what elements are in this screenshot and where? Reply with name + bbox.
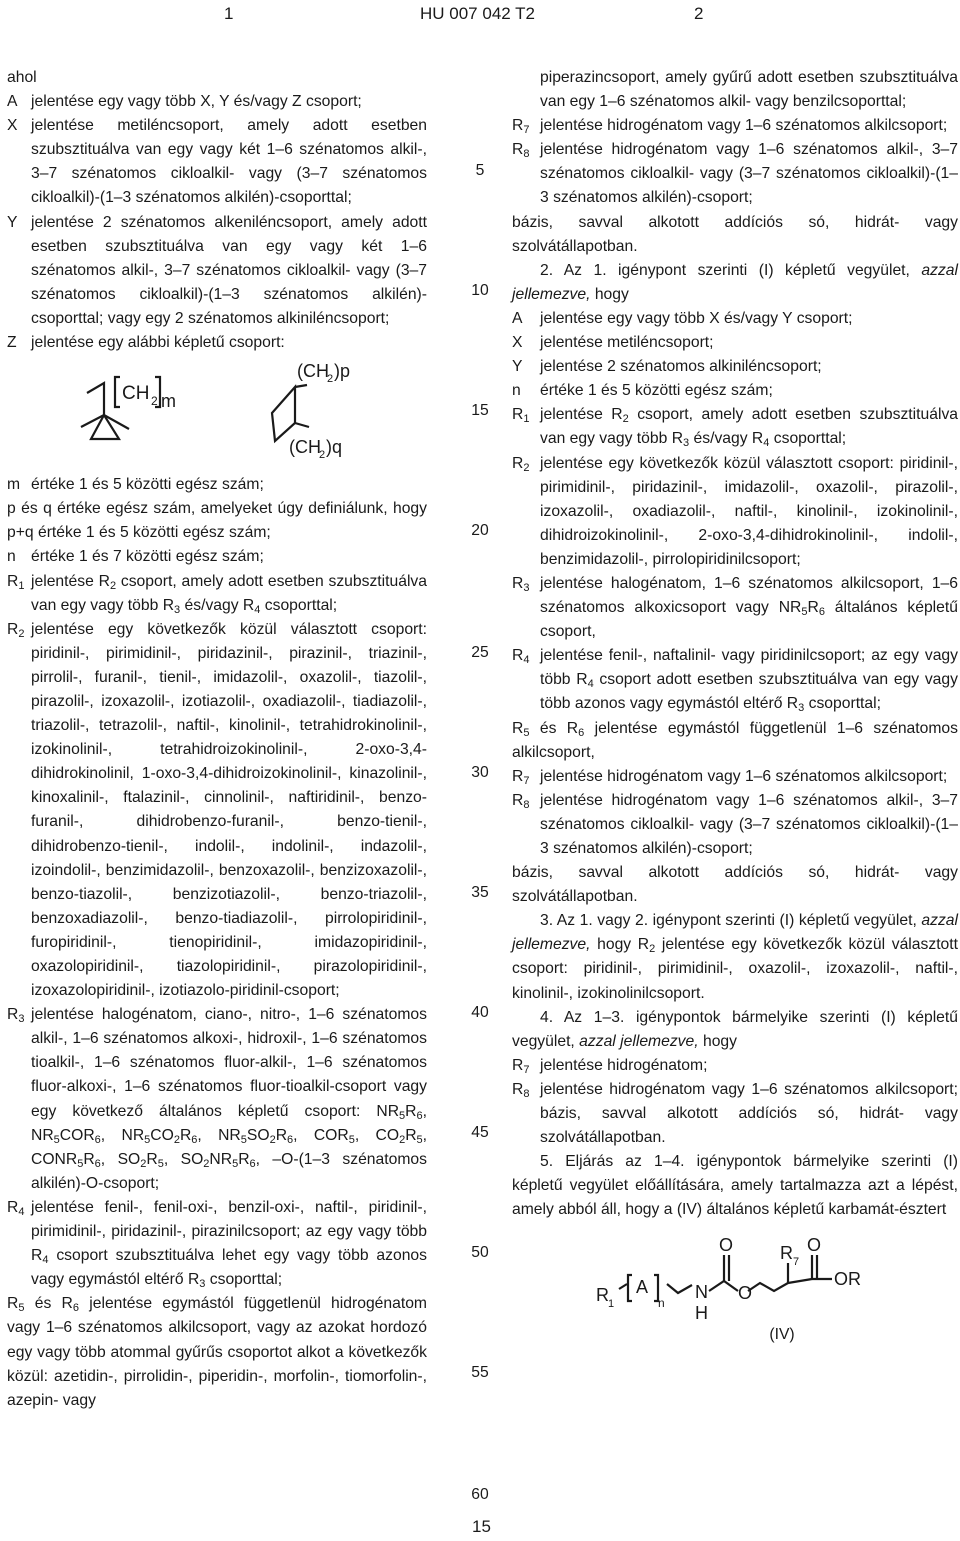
claim2-definition-r4: $R_4$ jelentése fenil-, naftalinil- vagy piridinilcsoport; az egy vagy több $R_4$ csoport adott esetben szubsztituálva van egy vagy több azonos vagy egymástól eltérő $R_3$ csoporttal; [512,647,958,715]
nh-h-label: H [695,1302,708,1323]
line-number: 45 [471,1124,489,1141]
ch2q-label: (CH [289,437,321,458]
structure-figure [7,355,427,473]
carbamate-structure [512,1223,958,1341]
ch2-subscript: 2 [151,394,158,409]
carbonyl-o-label: O [719,1234,734,1255]
page-number-left: 1 [224,4,234,23]
ch2-label: CH [122,383,150,405]
line-number: 5 [475,162,485,179]
definition-r3: $R_3$ jelentése halogénatom, ciano-, nitro-, 1–6 szénatomos alkil-, 1–6 szénatomos alkoxi-, hidroxil-, 1–6 szénatomos tioalkil-, 1–6 szénatomos fluor-alkil-, 1–6 szénatomos fluor-alkoxi-, 1–6 szénatomos fluor-tioalkil-csoport vagy egy következő általános képletű csoport: $NR_5R_6$, $NR_5COR_6$, $NR_5CO_2R_6$, $NR_5SO_2R_6$, $COR_5$, $CO_2R_5$, $CONR_5R_6$, $SO_2R_5$, $SO_2NR_5R_6$, –O-(1–3 szénatomos alkilén)-O-csoport; [7,1006,428,1192]
right-column [512,66,958,1347]
line-number: 20 [471,522,489,539]
m-index: m [161,391,176,412]
claim2-definition-x: X jelentése metiléncsoport; [512,334,714,352]
or-label: OR [834,1268,861,1289]
definition-r2: $R_2$ jelentése egy következők közül választott csoport: piridinil-, pirimidinil-, piridazinil-, pirazinil-, triazinil-, pirrolil-, furanil-, tienil-, imidazolil-, oxazolil-, tiazolil-, pirazolil-, izoxazolil-, izotiazolil-, oxadiazolil-, tiadiazolil-, triazolil-, tetrazolil-, naftil-, kinolinil-, tetrahidrokinolinil-, izokinolinil-, tetrahidroizokinolinil-, 2-oxo-3,4-dihidrokinolinil, 1-oxo-3,4-dihidroizokinolinil-, kinazolinil-, kinoxalinil-, ftalazinil-, cinnolinil-, naftiridinil-, benzo-furanil-, dihidrobenzo-furanil-, benzo-tienil-, dihidrobenzo-tienil-, indolil-, indolinil-, indazolil-, izoindolil-, benzimidazolil-, benzoxazolil-, benzizoxazolil-, benzo-tiazolil-, benzizotiazolil-, benzo-triazolil-, benzoxadiazolil-, benzo-tiadiazolil-, pirrolopiridinil-, furopiridinil-, tienopiridinil-, imidazopiridinil-, oxazolopiridinil-, tiazolopiridinil-, pirazolopiridinil-, izoxazolopiridinil-, izotiazolo-piridinil-csoport; [7,620,427,1000]
line-number: 30 [471,764,489,781]
page-footer-number: 15 [472,1517,491,1536]
line-number: 10 [471,282,489,299]
formula-label: (IV) [769,1325,795,1343]
ch2p-subscript: 2 [327,373,334,386]
line-number: 60 [471,1486,489,1503]
claim2-definition-r3: $R_3$ jelentése halogénatom, 1–6 szénatomos alkilcsoport, 1–6 szénatomos alkoxicsoport vagy $NR_5R_6$ általános képletű csoport, [512,574,958,641]
claim-5: 5. Eljárás az 1–4. igénypontok bármelyike szerinti (I) képletű vegyület előállítására, amely tartalmazza azt a lépést, amely abból áll, hogy a (IV) általános képletű karbamát-észtert [512,1153,958,1219]
definition-x: X jelentése metiléncsoport, amely adott esetben szubsztituálva van egy vagy két 1–6 szénatomos alkil-, 3–7 szénatomos cikloalkil- vagy (3–7 szénatomos cikloalkil)-(1–3 szénatomos alkilén)-csoporttal; [7,117,427,207]
definition-pq: p és q értéke egész szám, amelyeket úgy definiálunk, hogy p+q értéke 1 és 5 közötti egész szám; [7,500,427,542]
intro-text: ahol [7,69,37,86]
ch2q-subscript: 2 [319,449,326,462]
definition-r1: $R_1$ jelentése $R_2$ csoport, amely adott esetben szubsztituálva van egy vagy több $R_3$ és/vagy $R_4$ csoporttal; [7,572,428,616]
definition-y: Y jelentése 2 szénatomos alkeniléncsoport, amely adott esetben szubsztituálva van egy vagy két 1–6 szénatomos alkil-, 3–7 szénatomos cikloalkil- vagy (3–7 szénatomos cikloalkil)-(1–3 szénatomos alkilén)-csoporttal; vagy egy 2 szénatomos alkiniléncsoport; [7,213,427,327]
left-column [7,66,427,1413]
claim-3: 3. Az 1. vagy 2. igénypont szerinti (I) képletű vegyület, azzal jellemezve, hogy $R_2$ jelentése egy következők közül választott csoport: piridinil-, pirimidinil-, oxazolil-, izoxazolil-, naftil-, kinolinil-, izokinolinilcsoport. [512,912,958,1002]
n-index: n [658,1295,665,1310]
formula-iv-structure [512,1223,958,1341]
claim2-definition-r2: $R_2$ jelentése egy következők közül választott csoport: piridinil-, pirimidinil-, piridazinil-, imidazolil-, oxazolil-, pirazolil-, izoxazolil-, oxadiazolil-, naftil-, kinolinil-, izokinolinil-, dihidroizokinolinil-, 2-oxo-3,4-dihidrokinolinil-, indolil-, benzimidazolil-, pirrolopiridinilcsoport; [512,454,958,568]
salt-form-text-2: bázis, savval alkotott addíciós só, hidrát- vagy szolvátállapotban. [512,864,958,906]
claim-2: 2. Az 1. igénypont szerinti (I) képletű vegyület, azzal jellemezve, hogy [512,261,958,303]
definition-r7: $R_7$ jelentése hidrogénatom vagy 1–6 szénatomos alkilcsoport; [512,117,948,137]
claim2-definition-y: Y jelentése 2 szénatomos alkiniléncsoport; [512,358,822,376]
definition-r4: $R_4$ jelentése fenil-, fenil-oxi-, benzil-oxi-, naftil-, piridinil-, pirimidinil-, piridazinil-, pirazinilcsoport; az egy vagy több $R_4$ csoport szubsztituálva lehet egy vagy több azonos vagy egymástól eltérő $R_3$ csoporttal; [7,1198,427,1291]
z-group-structures [7,355,427,473]
definition-r8: $R_8$ jelentése hidrogénatom vagy 1–6 szénatomos alkil-, 3–7 szénatomos cikloalkil- vagy (3–7 szénatomos cikloalkil)-(1–3 szénatomos alkilén)-csoport; [512,141,958,207]
p-index: )p [334,361,351,382]
r7-subscript: 7 [793,1255,800,1268]
r7-label: R [780,1242,793,1263]
definition-n: n értéke 1 és 7 közötti egész szám; [7,548,264,566]
claim2-definition-r1: $R_1$ jelentése $R_2$ csoport, amely adott esetben szubsztituálva van egy vagy több $R_3$ és/vagy $R_4$ csoporttal; [512,406,959,450]
line-number: 50 [471,1244,489,1261]
line-number: 55 [471,1364,489,1381]
ester-o-label: O [738,1282,753,1303]
ch2p-label: (CH [297,361,329,382]
claim2-definition-r7: $R_7$ jelentése hidrogénatom vagy 1–6 szénatomos alkilcsoport; [512,767,948,787]
claim2-definition-a: A jelentése egy vagy több X és/vagy Y csoport; [512,309,853,327]
definition-a: A jelentése egy vagy több X, Y és/vagy Z csoport; [7,93,362,111]
nh-n-label: N [695,1281,708,1302]
r1-subscript: 1 [608,1297,615,1310]
claim2-definition-r8: $R_8$ jelentése hidrogénatom vagy 1–6 szénatomos alkil-, 3–7 szénatomos cikloalkil- vagy (3–7 szénatomos cikloalkil)-(1–3 szénatomos alkilén)-csoport; [512,791,958,857]
claim2-definition-n: n értéke 1 és 5 közötti egész szám; [512,382,773,400]
q-index: )q [326,437,343,458]
page-number-right: 2 [694,4,704,23]
definition-z: Z jelentése egy alábbi képletű csoport: [7,334,285,352]
claim4-definition-r8: $R_8$ jelentése hidrogénatom vagy 1–6 szénatomos alkilcsoport; bázis, savval alkotott addíciós só, hidrát- vagy szolvátállapotban. [512,1080,958,1147]
acid-o-label: O [807,1234,822,1255]
document-id: HU 007 042 T2 [420,4,535,23]
claim-4: 4. Az 1–3. igénypontok bármelyike szerinti (I) képletű vegyület, azzal jellemezve, hogy [512,1008,958,1050]
claim4-definition-r7: $R_7$ jelentése hidrogénatom; [512,1056,708,1076]
r1-label: R [596,1284,609,1305]
continuation-text: piperazincsoport, amely gyűrű adott esetben szubsztituálva van egy 1–6 szénatomos alkil- vagy benzilcsoporttal; [540,69,958,111]
claim2-definition-r5-r6: $R_5$ és $R_6$ jelentése egymástól függetlenül 1–6 szénatomos alkilcsoport, [512,719,958,761]
line-number: 15 [471,402,489,419]
definition-r5-r6: $R_5$ és $R_6$ jelentése egymástól függetlenül hidrogénatom vagy 1–6 szénatomos alkilcsoport, vagy az azokat hordozó egy vagy több atommal gyűrűs csoportot alkot a következők közül: azetidin-, pirrolidin-, piperidin-, morfolin-, tiomorfolin-, azepin- vagy [7,1295,427,1409]
line-number: 35 [471,884,489,901]
line-number: 25 [471,644,489,661]
definition-m: m értéke 1 és 5 közötti egész szám; [7,476,264,494]
line-number: 40 [471,1004,489,1021]
a-label: A [636,1276,649,1297]
salt-form-text: bázis, savval alkotott addíciós só, hidrát- vagy szolvátállapotban. [512,213,958,255]
